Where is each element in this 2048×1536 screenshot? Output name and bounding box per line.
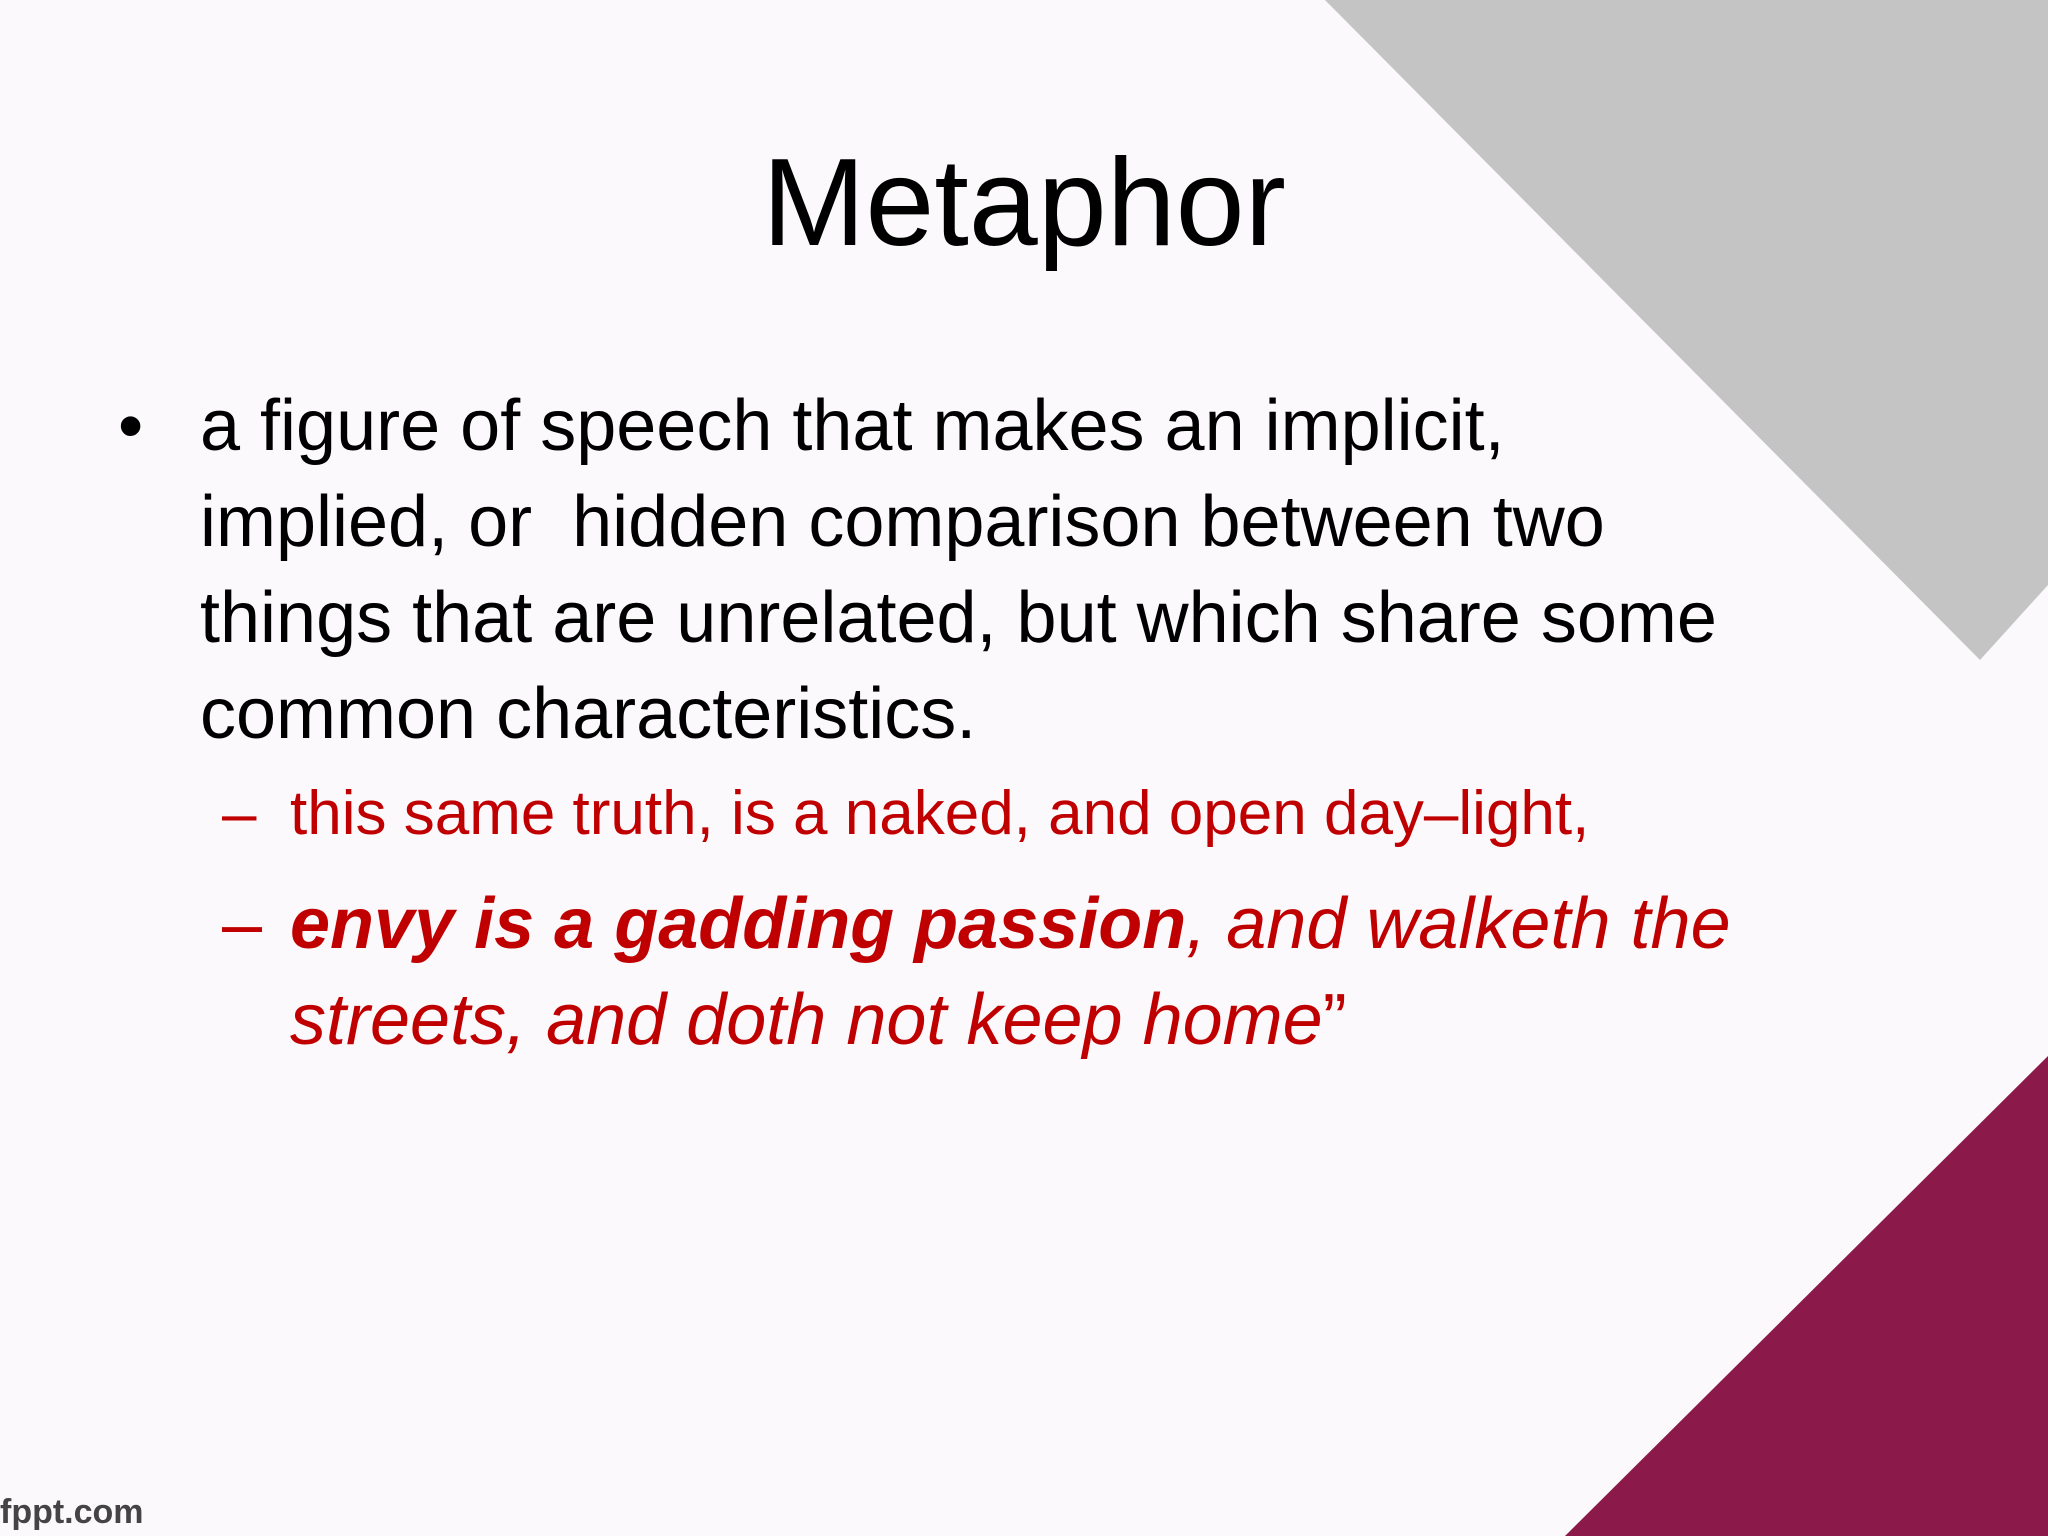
bullet-line: things that are unrelated, but which share some	[200, 578, 1717, 658]
sub-bullet-dash: –	[222, 884, 263, 964]
bullet-dot-icon: •	[118, 386, 144, 466]
quote-italic-text: streets, and doth not keep home	[290, 980, 1323, 1060]
footer-watermark: fppt.com	[0, 1493, 144, 1531]
quote-italic-text: , and walketh the	[1186, 884, 1731, 964]
sub-bullet-dash: –	[222, 779, 257, 848]
sub-bullet-text: this same truth, is a naked, and open day–light,	[290, 779, 1590, 848]
sub-bullet-quote	[290, 876, 1731, 1068]
bullet-line: a figure of speech that makes an implicit,	[200, 386, 1505, 466]
bullet-line: common characteristics.	[200, 674, 977, 754]
slide-title: Metaphor	[762, 134, 1286, 272]
maroon-triangle-shape	[1565, 1056, 2048, 1536]
bullet-text	[200, 378, 2020, 762]
closing-quote: ”	[1322, 980, 1347, 1060]
bullet-line: implied, or hidden comparison between two	[200, 482, 1605, 562]
quote-bold-text: envy is a gadding passion	[290, 884, 1187, 964]
